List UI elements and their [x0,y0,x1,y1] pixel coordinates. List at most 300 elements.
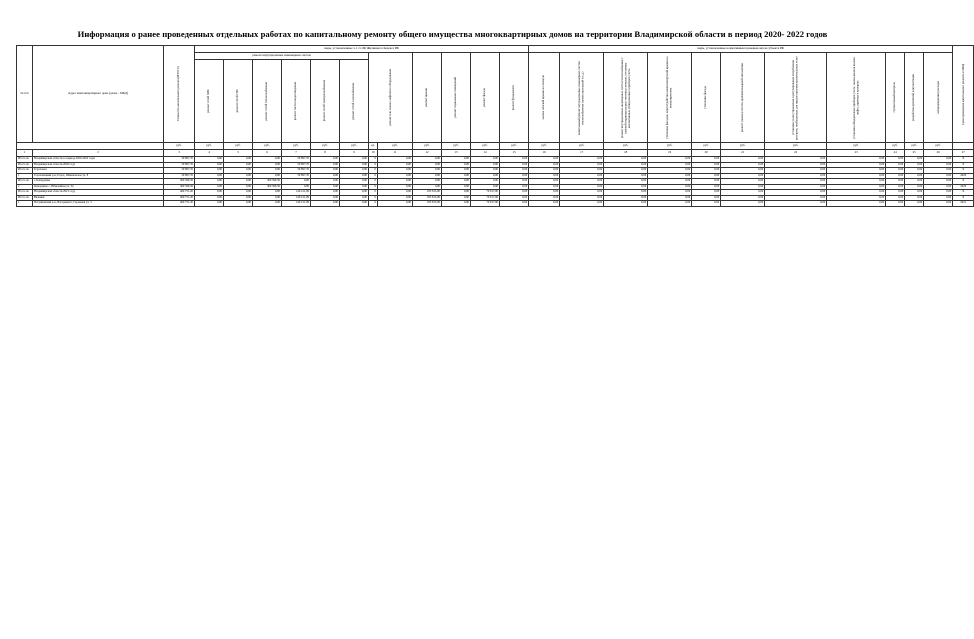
unit-cell: руб. [195,143,224,150]
row-value: 79 617,00 [471,190,500,196]
row-value: 0,00 [378,184,413,190]
row-value: 0,00 [471,162,500,168]
row-term: X [953,179,974,185]
row-value: 0 [369,162,378,168]
row-value: 0,00 [648,201,692,207]
row-value: 0,00 [648,190,692,196]
header-engineering-2 [253,60,282,143]
column-number: 24 [886,150,905,157]
row-value: 0,00 [529,195,560,201]
vertical-header-wrap [953,46,973,142]
row-value: 0,00 [442,190,471,196]
header-engineering-4 [311,60,340,143]
row-value: 0,00 [529,179,560,185]
row-value: 0,00 [924,190,953,196]
row-term: X [953,190,974,196]
row-value: 0 [369,190,378,196]
column-number: 7 [282,150,311,157]
row-value: 79 617,00 [471,201,500,207]
row-value: 0,00 [224,184,253,190]
unit-cell: руб. [413,143,442,150]
row-cost: 400 751,20 [164,195,195,201]
header-address: Адрес многоквартирного дома (далее - МКД) [33,46,164,143]
vertical-header-wrap [765,53,826,142]
header-engineering-2-text: ремонт сетей теплоснабжения [264,81,269,121]
unit-cell: руб. [765,143,827,150]
unit-cell: руб. [560,143,604,150]
row-value: 0,00 [340,173,369,179]
row-value: 0,00 [224,190,253,196]
row-value: 0,00 [905,157,924,163]
row-value: 0,00 [529,190,560,196]
row-value: 146 121,09 [282,201,311,207]
unit-cell: руб. [224,143,253,150]
header-subject-10-text: непредвиденные расходы [935,81,940,114]
vertical-header-wrap [311,60,339,142]
row-value: 0,00 [692,184,721,190]
header-subject-6-text: установка узлов управления и регулирования потребления ресурсов, необходимых для предоставления коммунальных услуг [791,55,799,140]
vertical-header-wrap [604,53,647,142]
row-value: 0,00 [560,179,604,185]
row-num: 1 [17,173,33,179]
row-num: Итого по [17,157,33,163]
row-value: 59 897,35 [282,157,311,163]
row-value: 0,00 [765,173,827,179]
header-lk-3 [471,53,500,143]
header-lk-1 [413,53,442,143]
capital-repair-table-container [16,45,974,207]
vertical-header-wrap [282,60,310,142]
row-value: 0,00 [560,162,604,168]
unit-cell: руб. [529,143,560,150]
row-value: 0,00 [442,162,471,168]
row-value: 0,00 [442,195,471,201]
row-value: 0,00 [827,168,886,174]
row-term: X [953,162,974,168]
row-address: Вязники [33,195,164,201]
row-value: 0,00 [442,173,471,179]
header-subject-3 [648,53,692,143]
column-number: 1 [17,150,33,157]
row-value: 59 897,35 [282,162,311,168]
row-value: 0 [369,179,378,185]
row-value: 0,00 [500,162,529,168]
header-subject-2 [604,53,648,143]
row-value: 0,00 [224,179,253,185]
row-value: 0,00 [195,184,224,190]
row-value: 0,00 [886,179,905,185]
row-value: 0,00 [560,157,604,163]
row-cost: 400 751,20 [164,201,195,207]
row-value: 360 399,56 [253,179,282,185]
row-value: 0,00 [195,195,224,201]
vertical-header-wrap [195,60,223,142]
row-value: 0,00 [413,157,442,163]
vertical-header-wrap [721,53,764,142]
header-subject-1-text: капитальный ремонт внутридомовых инженерных систем теплоснабжения (замена котельной и т.д.) [577,60,585,135]
row-value: 0,00 [721,201,765,207]
row-value: 0,00 [905,173,924,179]
row-value: 0,00 [886,184,905,190]
header-subject-5-text: ремонт (замена) систем противопожарной автоматики [739,62,744,133]
unit-cell: руб. [164,143,195,150]
column-number: 26 [924,150,953,157]
row-value: 0,00 [827,184,886,190]
header-lk-2-text: ремонт подвальных помещений [453,77,458,118]
row-value: 0,00 [378,157,413,163]
vertical-header-wrap [253,60,281,142]
column-number: 10 [369,150,378,157]
row-value: 0 [369,184,378,190]
units-blank [17,143,164,150]
row-value: 0,00 [500,201,529,207]
column-number: 25 [905,150,924,157]
row-address: Владимирской области 2020 году [33,162,164,168]
row-value: 0,00 [924,179,953,185]
row-value: 185 813,00 [413,195,442,201]
row-value: 0,00 [195,168,224,174]
row-num: Итого по [17,190,33,196]
row-value: 0,00 [648,184,692,190]
header-lk-4-text: ремонт фундамента [511,84,516,111]
row-address: Владимирской области 2021 году [33,190,164,196]
header-term-text: Срок проведения капитального ремонта в МКД [960,63,965,125]
table-row [17,201,974,207]
header-term [953,46,974,143]
column-number: 6 [253,150,282,157]
vertical-header-wrap [648,53,691,142]
row-num: Итого по [17,162,33,168]
row-value: 0,00 [340,162,369,168]
column-number: 14 [471,150,500,157]
header-subject-4 [692,53,721,143]
row-value: 0,00 [224,201,253,207]
row-cost: 59 897,35 [164,157,195,163]
vertical-header-wrap [500,53,528,142]
row-value: 0,00 [413,168,442,174]
row-value: 0,00 [827,195,886,201]
row-value: 59 897,35 [282,173,311,179]
row-value: 0,00 [924,162,953,168]
header-engineering-3-text: ремонт систем водоотведения [293,81,298,121]
header-subject-5 [721,53,765,143]
row-value: 0 [369,157,378,163]
row-value: 0,00 [529,173,560,179]
row-value: 0,00 [529,201,560,207]
unit-cell: руб. [604,143,648,150]
row-value: 0,00 [311,168,340,174]
row-value: 0,00 [827,157,886,163]
row-value: 0,00 [500,179,529,185]
row-value: 0,00 [378,190,413,196]
row-value: 0,00 [471,179,500,185]
row-value: 0,00 [604,157,648,163]
row-value: 0,00 [924,168,953,174]
row-value: 0,00 [765,201,827,207]
row-value: 0,00 [195,173,224,179]
row-term: 2021 [953,201,974,207]
row-value: 0,00 [765,190,827,196]
column-number: 23 [827,150,886,157]
row-value: 0,00 [253,195,282,201]
row-value: 0,00 [311,201,340,207]
unit-cell: руб. [378,143,413,150]
row-value: 0,00 [604,173,648,179]
row-value: 0,00 [224,195,253,201]
header-subject-2-text: ремонт внутридомовых инженерных систем теплоснабжения с заменой индивидуальных тепловых пунктов, установка коллективных (общедомовых) приборов учета [619,57,631,138]
row-address: Гороховецкий р-н, Город, Шекшовское ул, 8 [33,173,164,179]
row-value: 0,00 [442,201,471,207]
row-value: 0,00 [604,179,648,185]
row-value: 0,00 [413,162,442,168]
row-value: 0,00 [253,168,282,174]
row-value: 0,00 [604,162,648,168]
column-number: 22 [765,150,827,157]
row-value: 0,00 [924,201,953,207]
header-lk-3-text: ремонт фасада [482,88,487,107]
row-value: 0,00 [471,173,500,179]
row-value: 0,00 [765,157,827,163]
row-value: 0 [369,201,378,207]
row-value: 0,00 [692,195,721,201]
row-value: 0,00 [765,179,827,185]
row-value: 0,00 [560,195,604,201]
row-value: 0,00 [648,157,692,163]
row-value: 0,00 [721,168,765,174]
row-value: 0,00 [378,168,413,174]
row-cost: 360 399,56 [164,179,195,185]
row-value: 0,00 [529,162,560,168]
row-value: 0,00 [560,184,604,190]
unit-cell: руб. [311,143,340,150]
row-value: 0,00 [340,184,369,190]
row-value: 185 813,00 [413,190,442,196]
unit-cell: руб. [471,143,500,150]
row-num: 1 [17,201,33,207]
header-engineering-4-text: ремонт сетей электроснабжения [322,80,327,122]
column-number: 19 [648,150,692,157]
row-value: 0,00 [905,168,924,174]
row-value: 0,00 [765,162,827,168]
row-term: X [953,157,974,163]
row-value: 0,00 [886,162,905,168]
row-value: 0,00 [648,162,692,168]
row-value: 0,00 [253,162,282,168]
vertical-header-wrap [529,53,559,142]
row-value: 0,00 [560,168,604,174]
column-number: 16 [529,150,560,157]
header-subject-9-text: разработка проектной документации [911,73,916,122]
row-value: 0,00 [692,162,721,168]
row-value: 0,00 [253,157,282,163]
row-value: 0,00 [905,184,924,190]
header-engineering-1 [224,60,253,143]
vertical-header-wrap [886,53,904,142]
row-cost: 400 751,20 [164,190,195,196]
row-value: 0,00 [827,173,886,179]
row-value: 0,00 [924,195,953,201]
row-address: г. Ковардицы [33,179,164,185]
row-value: 59 897,35 [282,168,311,174]
row-value: 0,00 [765,168,827,174]
row-value: 0,00 [471,184,500,190]
row-value: 0,00 [195,179,224,185]
row-value: 0,00 [378,162,413,168]
row-value: 0,00 [500,157,529,163]
unit-cell: руб. [340,143,369,150]
row-value: 0,00 [924,184,953,190]
vertical-header-wrap [164,46,194,142]
header-group-subject: виды, установленные нормативным правовым актом субъекта РФ [529,46,953,53]
unit-cell: руб. [648,143,692,150]
vertical-header-wrap [471,53,499,142]
column-number: 9 [340,150,369,157]
row-value: 0,00 [560,190,604,196]
row-value: 0,00 [471,157,500,163]
row-value: 0,00 [378,173,413,179]
row-value: 0,00 [224,173,253,179]
vertical-header-wrap [340,60,368,142]
row-value: 0,00 [253,201,282,207]
row-value: 0,00 [378,179,413,185]
header-cost [164,46,195,143]
header-subject-0-text: замена плоской крыши на скатную [541,75,546,120]
row-value: 0,00 [311,162,340,168]
row-value: 0,00 [195,201,224,207]
row-value: 0,00 [886,201,905,207]
row-value: 0,00 [195,190,224,196]
row-value: 0,00 [500,184,529,190]
header-subject-8-text: строительный контроль [892,82,897,113]
row-term: X [953,195,974,201]
header-lk-1-text: ремонт крыши [424,88,429,107]
header-subject-10 [924,53,953,143]
header-lk-2 [442,53,471,143]
row-cost: 59 897,35 [164,173,195,179]
unit-cell: руб. [905,143,924,150]
row-num: Итого по [17,168,33,174]
row-value: 0,00 [721,190,765,196]
units-row [17,143,974,150]
header-engineering-3 [282,60,311,143]
header-subject-0 [529,53,560,143]
row-value: 0,00 [442,168,471,174]
row-value: 0,00 [413,179,442,185]
row-value: 0,00 [560,173,604,179]
vertical-header-wrap [692,53,720,142]
column-number: 11 [378,150,413,157]
row-value: 0,00 [500,195,529,201]
vertical-header-wrap [905,53,923,142]
row-value: 0,00 [827,179,886,185]
row-address: Ковардицы с, Юбилейная ул, 34 [33,184,164,190]
row-value: 0,00 [604,184,648,190]
row-value: 0,00 [905,195,924,201]
header-subject-9 [905,53,924,143]
row-value: 0,00 [529,168,560,174]
vertical-header-wrap [827,53,885,142]
column-number: 5 [224,150,253,157]
row-value: 0,00 [340,168,369,174]
row-value: 0,00 [413,173,442,179]
unit-cell: руб. [282,143,311,150]
row-cost: 59 897,35 [164,162,195,168]
header-subject-1 [560,53,604,143]
row-cost: 59 897,35 [164,168,195,174]
row-value: 0,00 [311,157,340,163]
row-value: 0,00 [905,190,924,196]
row-value: 0,00 [604,190,648,196]
header-subject-7-text: установка общедомовых приборов учета, замена кнопок вызова лифта, приемка и контроль [851,56,860,139]
row-value: 0,00 [311,184,340,190]
row-value: 0,00 [721,162,765,168]
row-value: 79 617,00 [471,195,500,201]
row-value: 0,00 [692,201,721,207]
row-value: 0,00 [648,195,692,201]
row-term: X [953,168,974,174]
row-value: 0 [369,173,378,179]
row-value: 0,00 [886,190,905,196]
header-engineering-5-text: ремонт сетей газоснабжения [351,82,356,120]
row-value: 0,00 [340,195,369,201]
row-value: 0,00 [500,190,529,196]
header-lk-0-text: ремонт или замена лифтового оборудования [387,69,392,126]
row-address: Владимирской области за период 2020-2022 годы [33,157,164,163]
header-engineering-0 [195,60,224,143]
row-value: 185 813,00 [413,201,442,207]
row-value: 0,00 [442,157,471,163]
header-subject-3-text: утепление фасадов, переустройство невентилируемой крыши на вентилируемую [665,56,673,139]
row-value: 0,00 [827,162,886,168]
row-value: 0,00 [827,201,886,207]
row-value: 0,00 [442,179,471,185]
row-value: 0,00 [378,201,413,207]
row-value: 0,00 [924,157,953,163]
capital-repair-table [16,45,974,207]
column-number: 8 [311,150,340,157]
row-value: 0 [369,168,378,174]
row-address: Петушинский р-н, Нагорный п, Гаражная ул, 3 [33,201,164,207]
vertical-header-wrap [413,53,441,142]
unit-cell: руб. [827,143,886,150]
vertical-header-wrap [442,53,470,142]
row-value: 0,00 [905,179,924,185]
unit-cell: руб. [924,143,953,150]
row-cost: 360 399,56 [164,184,195,190]
row-value: 0,00 [471,168,500,174]
column-number: 21 [721,150,765,157]
row-value: 0,00 [765,195,827,201]
row-num: Итого по [17,179,33,185]
vertical-header-wrap [560,53,603,142]
vertical-header-wrap [924,53,952,142]
row-value: 0,00 [224,162,253,168]
unit-cell: руб. [442,143,471,150]
unit-cell: руб. [721,143,765,150]
row-value: 0,00 [692,173,721,179]
row-value: 0,00 [195,157,224,163]
row-value: 0,00 [378,195,413,201]
row-value: 0,00 [886,168,905,174]
column-number: 2 [33,150,164,157]
row-value: 0,00 [560,201,604,207]
column-numbers-row [17,150,974,157]
row-value: 0,00 [500,168,529,174]
header-subject-4-text: утепление фасада [703,86,708,109]
row-value: 0,00 [692,168,721,174]
unit-cell: руб. [886,143,905,150]
header-group-engineering: ремонт внутридомовых инженерных систем [195,53,369,60]
